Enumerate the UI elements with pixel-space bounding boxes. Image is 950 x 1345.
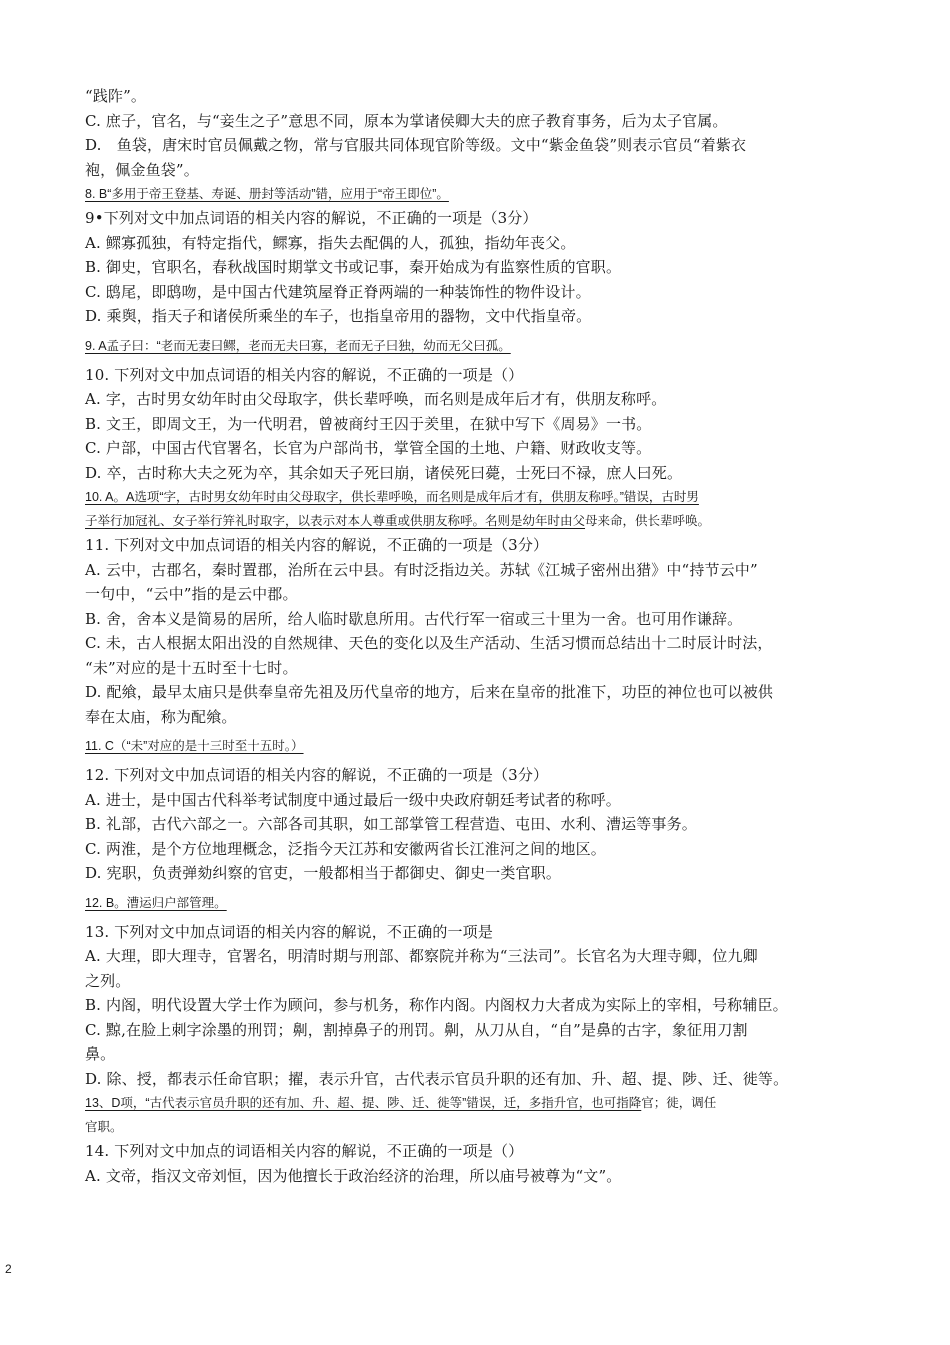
option-d: D. 除、授，都表示任命官职；擢，表示升官，古代表示官员升职的还有加、升、超、提、陟、迁、徙等。 xyxy=(85,1069,789,1088)
option-b: B. 内阁，明代设置大学士作为顾问，参与机务，称作内阁。内阁权力大者成为实际上的宰相，号称辅臣。 xyxy=(85,996,788,1014)
option-a: A. 云中，古郡名，秦时置郡，治所在云中县。有时泛指边关。苏轼《江城子密州出猎》中“持节云中” xyxy=(85,560,758,579)
answer-13-cont xyxy=(85,1115,867,1139)
answer-text: 10. A。A选项“字，古时男女幼年时由父母取字，供长辈呼唤，而名则是成年后才有，供朋友称呼。”错误，古时男 xyxy=(85,490,699,504)
option-a-cont: 一句中，“云中”指的是云中郡。 xyxy=(85,585,298,603)
option-c: C. 两淮，是个方位地理概念，泛指今天江苏和安徽两省长江淮河之间的地区。 xyxy=(85,839,606,858)
option-c: C. 未，古人根据太阳出没的自然规律、天色的变化以及生产活动、生活习惯而总结出十二时辰计时法， xyxy=(85,634,773,652)
option-d: D. 卒，古时称大夫之死为卒，其余如天子死曰崩，诸侯死曰薨，士死曰不禄，庶人曰死。 xyxy=(85,463,683,482)
answer-9 xyxy=(85,334,867,358)
option-b: B. 御史，官职名，春秋战国时期掌文书或记事，秦开始成为有监察性质的官职。 xyxy=(85,258,622,276)
question-12: 12. 下列对文中加点词语的相关内容的解说，不正确的一项是（3分） xyxy=(85,766,549,784)
answer-8 xyxy=(85,182,867,206)
question-13: 13. 下列对文中加点词语的相关内容的解说，不正确的一项是 xyxy=(85,922,493,941)
option-a: A. 大理，即大理寺，官署名，明清时期与刑部、都察院并称为“三法司”。长官名为大理寺卿，位九卿 xyxy=(85,947,758,965)
option-d-cont: 奉在太庙，称为配飨。 xyxy=(85,707,237,726)
answer-11 xyxy=(85,734,867,758)
option-a: A. 进士，是中国古代科举考试制度中通过最后一级中央政府朝廷考试者的称呼。 xyxy=(85,790,621,809)
answer-text: 官职。 xyxy=(85,1120,123,1134)
text-line: D. 鱼袋，唐宋时官员佩戴之物，常与官服共同体现官阶等级。文中“紫金鱼袋”则表示官员“着紫衣 xyxy=(85,136,747,154)
option-c: C. 鸱尾，即鸱吻，是中国古代建筑屋脊正脊两端的一种装饰性的物件设计。 xyxy=(85,282,591,301)
option-d: D. 宪职，负责弹劾纠察的官吏，一般都相当于都御史、御史一类官职。 xyxy=(85,864,561,882)
question-9: 9•下列对文中加点词语的相关内容的解说，不正确的一项是（3分） xyxy=(85,209,538,227)
answer-text: 12. B。漕运归户部管理。 xyxy=(85,895,227,910)
option-d: D. 配飨，最早太庙只是供奉皇帝先祖及历代皇帝的地方，后来在皇帝的批准下，功臣的神位也可以被供 xyxy=(85,683,774,701)
option-b: B. 文王，即周文王，为一代明君，曾被商纣王囚于羑里，在狱中写下《周易》一书。 xyxy=(85,414,652,433)
answer-text: 官；徙，调任 xyxy=(641,1096,717,1110)
option-a: A. 文帝，指汉文帝刘恒，因为他擅长于政治经济的治理，所以庙号被尊为“文”。 xyxy=(85,1166,622,1185)
question-14: 14. 下列对文中加点的词语相关内容的解说，不正确的一项是（） xyxy=(85,1142,524,1160)
option-c-cont: “未”对应的是十五时至十七时。 xyxy=(85,658,298,677)
option-a: A. 字，古时男女幼年时由父母取字，供长辈呼唤，而名则是成年后才有，供朋友称呼。 xyxy=(85,390,667,408)
answer-text: 8. B“多用于帝王登基、寿诞、册封等活动”错，应用于“帝王即位”。 xyxy=(85,187,449,201)
question-10: 10. 下列对文中加点词语的相关内容的解说，不正确的一项是（） xyxy=(85,365,524,384)
text-line: 袍，佩金鱼袋”。 xyxy=(85,160,199,179)
option-a: A. 鳏寡孤独，有特定指代，鳏寡，指失去配偶的人，孤独，指幼年丧父。 xyxy=(85,233,576,252)
answer-text: 子举行加冠礼、女子举行笄礼时取字，以表示对本人尊重或供朋友称呼。名则是幼年时由父 xyxy=(85,514,586,528)
option-c-cont: 鼻。 xyxy=(85,1045,116,1063)
option-a-cont: 之列。 xyxy=(85,971,131,990)
question-11: 11. 下列对文中加点词语的相关内容的解说，不正确的一项是（3分） xyxy=(85,536,549,554)
option-d: D. 乘舆，指天子和诸侯所乘坐的车子，也指皇帝用的器物，文中代指皇帝。 xyxy=(85,307,592,325)
text-line: “践阼”。 xyxy=(85,87,147,105)
option-b: B. 礼部，古代六部之一。六部各司其职，如工部掌管工程营造、屯田、水利、漕运等事务。 xyxy=(85,815,697,833)
option-c: C. 黥,在脸上刺字涂墨的刑罚；劓，割掉鼻子的刑罚。劓，从刀从自，“自”是鼻的古字，象征用刀割 xyxy=(85,1020,748,1039)
document-page xyxy=(85,84,867,1188)
option-c: C. 户部，中国古代官署名，长官为户部尚书，掌管全国的土地、户籍、财政收支等。 xyxy=(85,439,652,457)
answer-12 xyxy=(85,891,867,915)
text-line: C. 庶子，官名，与“妾生之子”意思不同，原本为掌诸侯卿大夫的庶子教育事务，后为太子官属。 xyxy=(85,111,728,130)
answer-text: 13、D项，“古代表示官员升职的还有加、升、超、提、陟、迁、徙等”错误，迁，多指升官，也可指降 xyxy=(85,1096,642,1110)
answer-text: 9. A孟子曰：“老而无妻曰鳏，老而无夫曰寡，老而无子曰独，幼而无父曰孤。 xyxy=(85,338,511,353)
option-b: B. 舍，舍本义是简易的居所，给人临时歇息所用。古代行军一宿或三十里为一舍。也可用作谦辞。 xyxy=(85,609,743,628)
answer-10-cont xyxy=(85,509,867,533)
page-number: 2 xyxy=(5,1262,12,1276)
answer-text: 母来命，供长辈呼唤。 xyxy=(585,514,711,528)
answer-10 xyxy=(85,485,867,509)
answer-13 xyxy=(85,1091,867,1115)
answer-text: 11. C（“未”对应的是十三时至十五时。） xyxy=(85,739,304,753)
